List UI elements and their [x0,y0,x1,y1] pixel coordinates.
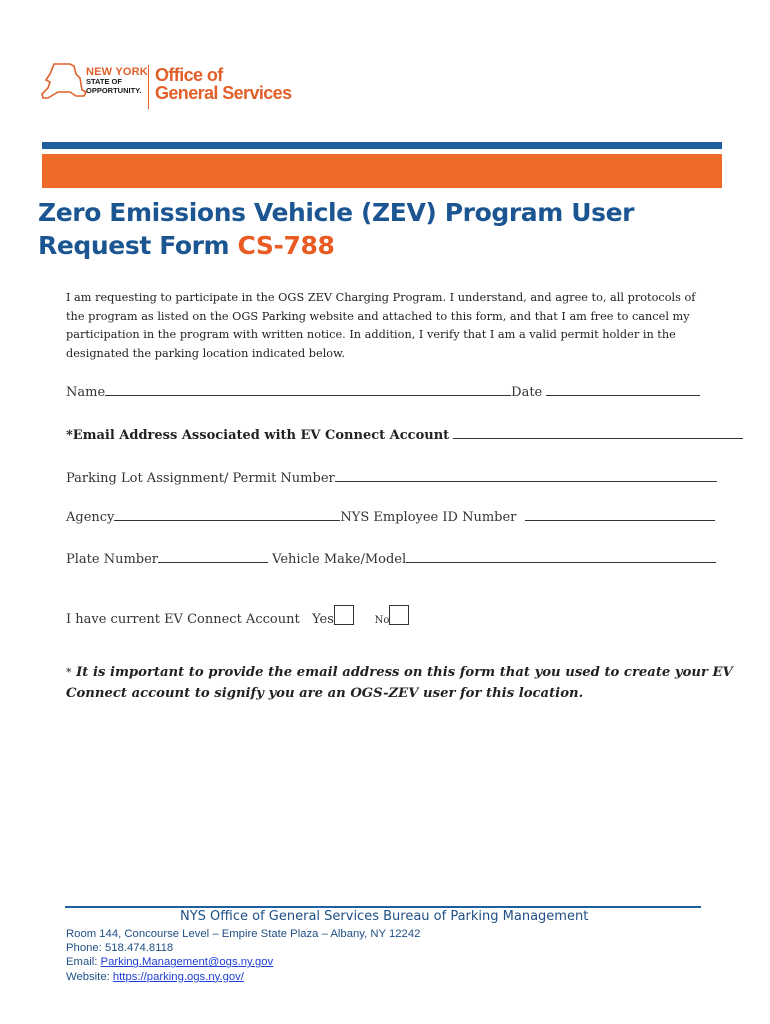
ev-account-label: I have current EV Connect Account [66,612,300,627]
name-label: Name [66,385,106,400]
no-checkbox[interactable] [389,605,409,625]
parking-label: Parking Lot Assignment/ Permit Number [66,471,335,486]
phone-number: 518.474.8118 [104,942,174,955]
ny-logo-line2: STATE OF [86,77,122,86]
date-label: Date [511,385,543,400]
ogs-logo-line1: Office of [155,65,223,85]
plate-row [66,552,716,567]
agency-row [66,510,715,525]
ny-logo-line1: NEW YORK [86,66,148,78]
phone-label: Phone: [66,942,105,955]
email-input[interactable] [453,437,743,439]
ny-state-logo-text [86,68,148,95]
email-label: *Email Address Associated with EV Connect Account [66,428,450,443]
parking-row [66,471,717,486]
yes-label: Yes [312,612,334,627]
footer-address: Room 144, Concourse Level – Empire State Plaza – Albany, NY 12242 [66,928,421,940]
name-input[interactable] [105,394,511,396]
email-note [66,662,746,704]
footer-divider [65,906,701,908]
name-date-row [66,385,700,400]
ogs-logo-text [155,66,292,102]
ev-account-row [66,605,409,627]
footer-contact [66,927,420,984]
agency-label: Agency [66,510,115,525]
form-title-line2: Request Form [38,231,238,260]
logo-divider [148,65,149,109]
footer-title: NYS Office of General Services Bureau of Parking Management [180,909,589,924]
date-input[interactable] [546,394,700,396]
form-title-line1: Zero Emissions Vehicle (ZEV) Program User [38,198,635,227]
no-label: No [374,615,390,626]
form-title [38,196,738,262]
note-text: It is important to provide the email address on this form that you used to create your EV Connect account to signify you are an OGS-ZEV user for this location. [66,665,733,701]
make-model-input[interactable] [406,561,716,563]
ogs-logo-line2: General Services [155,83,292,103]
make-model-label: Vehicle Make/Model [272,552,407,567]
website-link[interactable]: https://parking.ogs.ny.gov/ [112,970,244,983]
email-footer-label: Email: [66,956,101,969]
plate-label: Plate Number [66,552,159,567]
note-asterisk: * [66,666,72,679]
ny-logo-line3: OPPORTUNITY. [86,86,142,95]
agency-input[interactable] [114,519,340,521]
plate-input[interactable] [158,561,268,563]
employee-id-input[interactable] [525,519,715,521]
header-blue-bar [42,142,722,149]
email-link[interactable]: Parking.Management@ogs.ny.gov [100,956,274,969]
form-code: CS-788 [237,231,335,260]
intro-paragraph: I am requesting to participate in the OGS ZEV Charging Program. I understand, and agree to, all protocols of the program as listed on the OGS Parking website and attached to this form, and that I am free to cancel my participation in the program with written notice. In addition, I verify that I am a valid permit holder in the designated the parking location indicated below. [66,291,696,360]
email-row [66,428,743,443]
new-york-state-map-icon [40,62,88,106]
website-label: Website: [66,970,113,983]
yes-checkbox[interactable] [334,605,354,625]
employee-id-label: NYS Employee ID Number [340,510,517,525]
header-orange-bar [42,154,722,188]
parking-input[interactable] [335,480,717,482]
